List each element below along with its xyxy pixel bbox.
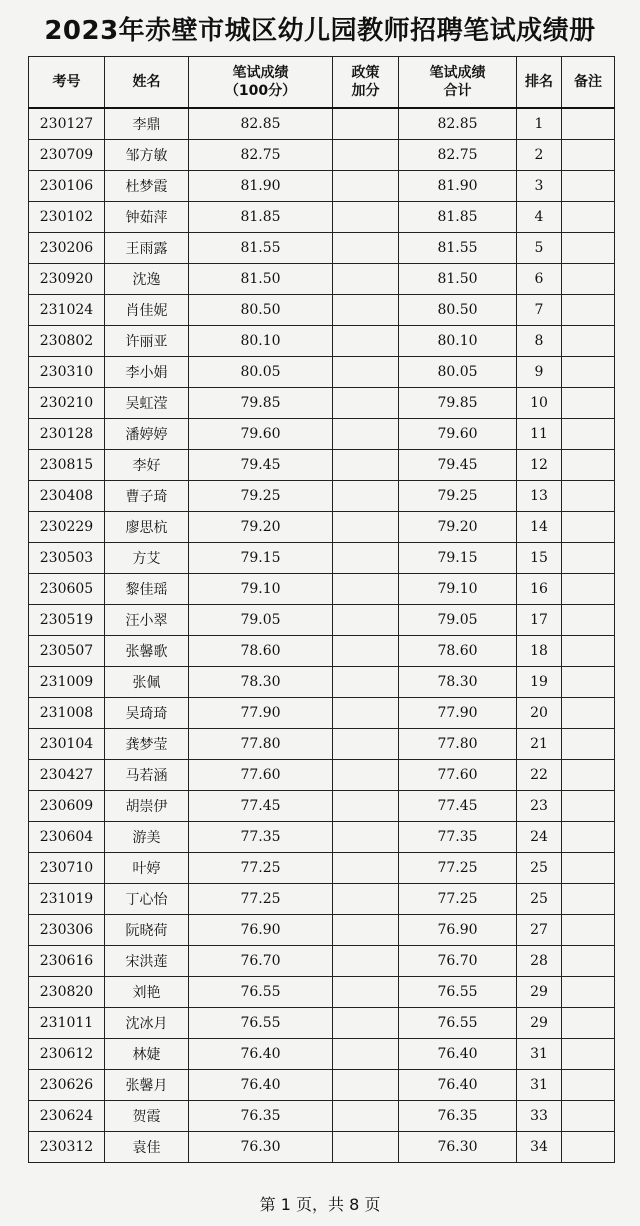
cell-exam-no: 230128: [29, 419, 105, 450]
cell-rank: 10: [517, 388, 562, 419]
cell-bonus: [333, 171, 399, 202]
header-score-line2: （100分）: [224, 83, 297, 99]
cell-rank: 1: [517, 108, 562, 140]
cell-note: [562, 946, 615, 977]
cell-rank: 19: [517, 667, 562, 698]
cell-name: 袁佳: [105, 1132, 189, 1163]
cell-score: 78.60: [189, 636, 333, 667]
cell-rank: 13: [517, 481, 562, 512]
table-row: [29, 357, 615, 388]
cell-total: 79.25: [399, 481, 517, 512]
cell-name: 李小娟: [105, 357, 189, 388]
cell-note: [562, 388, 615, 419]
cell-exam-no: 230427: [29, 760, 105, 791]
cell-rank: 18: [517, 636, 562, 667]
cell-total: 76.90: [399, 915, 517, 946]
header-total-line2: 合计: [443, 83, 472, 99]
cell-note: [562, 1039, 615, 1070]
cell-exam-no: 231011: [29, 1008, 105, 1039]
table-row: [29, 1008, 615, 1039]
cell-exam-no: 230604: [29, 822, 105, 853]
cell-bonus: [333, 605, 399, 636]
cell-note: [562, 636, 615, 667]
table-row: [29, 108, 615, 140]
table-row: [29, 853, 615, 884]
cell-exam-no: 230206: [29, 233, 105, 264]
cell-name: 吴虹滢: [105, 388, 189, 419]
cell-total: 79.20: [399, 512, 517, 543]
cell-score: 79.85: [189, 388, 333, 419]
cell-score: 81.90: [189, 171, 333, 202]
cell-rank: 21: [517, 729, 562, 760]
cell-name: 吴琦琦: [105, 698, 189, 729]
cell-bonus: [333, 1132, 399, 1163]
cell-name: 李好: [105, 450, 189, 481]
cell-note: [562, 450, 615, 481]
cell-bonus: [333, 884, 399, 915]
cell-exam-no: 230605: [29, 574, 105, 605]
cell-exam-no: 230306: [29, 915, 105, 946]
table-row: [29, 264, 615, 295]
cell-note: [562, 729, 615, 760]
cell-note: [562, 1101, 615, 1132]
cell-bonus: [333, 140, 399, 171]
cell-score: 82.75: [189, 140, 333, 171]
cell-rank: 17: [517, 605, 562, 636]
cell-note: [562, 202, 615, 233]
cell-name: 游美: [105, 822, 189, 853]
cell-note: [562, 1132, 615, 1163]
cell-rank: 12: [517, 450, 562, 481]
cell-rank: 11: [517, 419, 562, 450]
cell-note: [562, 357, 615, 388]
cell-total: 76.40: [399, 1039, 517, 1070]
cell-score: 77.60: [189, 760, 333, 791]
cell-note: [562, 1070, 615, 1101]
cell-name: 王雨露: [105, 233, 189, 264]
cell-total: 80.50: [399, 295, 517, 326]
cell-note: [562, 171, 615, 202]
cell-score: 77.25: [189, 853, 333, 884]
header-bonus-line2: 加分: [351, 83, 380, 99]
cell-note: [562, 698, 615, 729]
cell-score: 77.90: [189, 698, 333, 729]
table-row: [29, 1039, 615, 1070]
table-row: [29, 295, 615, 326]
cell-note: [562, 853, 615, 884]
cell-score: 78.30: [189, 667, 333, 698]
cell-bonus: [333, 574, 399, 605]
cell-note: [562, 574, 615, 605]
score-table: [28, 56, 615, 1163]
cell-bonus: [333, 1008, 399, 1039]
cell-rank: 33: [517, 1101, 562, 1132]
cell-rank: 27: [517, 915, 562, 946]
cell-name: 阮晓荷: [105, 915, 189, 946]
cell-note: [562, 1008, 615, 1039]
cell-bonus: [333, 698, 399, 729]
cell-score: 80.05: [189, 357, 333, 388]
cell-bonus: [333, 543, 399, 574]
cell-score: 79.10: [189, 574, 333, 605]
cell-total: 76.55: [399, 977, 517, 1008]
cell-exam-no: 230820: [29, 977, 105, 1008]
cell-exam-no: 231024: [29, 295, 105, 326]
cell-name: 马若涵: [105, 760, 189, 791]
table-row: [29, 977, 615, 1008]
cell-bonus: [333, 357, 399, 388]
table-row: [29, 605, 615, 636]
cell-bonus: [333, 946, 399, 977]
cell-total: 77.35: [399, 822, 517, 853]
cell-exam-no: 230102: [29, 202, 105, 233]
header-note: 备注: [562, 57, 615, 109]
cell-bonus: [333, 791, 399, 822]
table-row: [29, 791, 615, 822]
cell-rank: 22: [517, 760, 562, 791]
cell-note: [562, 543, 615, 574]
cell-exam-no: 230612: [29, 1039, 105, 1070]
cell-rank: 29: [517, 1008, 562, 1039]
cell-exam-no: 230507: [29, 636, 105, 667]
cell-note: [562, 915, 615, 946]
cell-total: 78.60: [399, 636, 517, 667]
cell-bonus: [333, 233, 399, 264]
cell-rank: 34: [517, 1132, 562, 1163]
cell-name: 曹子琦: [105, 481, 189, 512]
cell-exam-no: 231009: [29, 667, 105, 698]
table-row: [29, 636, 615, 667]
cell-score: 76.70: [189, 946, 333, 977]
cell-name: 胡崇伊: [105, 791, 189, 822]
cell-rank: 15: [517, 543, 562, 574]
cell-rank: 16: [517, 574, 562, 605]
cell-name: 张馨歌: [105, 636, 189, 667]
cell-rank: 8: [517, 326, 562, 357]
table-row: [29, 543, 615, 574]
cell-note: [562, 295, 615, 326]
cell-score: 76.55: [189, 977, 333, 1008]
table-row: [29, 450, 615, 481]
table-row: [29, 884, 615, 915]
table-row: [29, 667, 615, 698]
cell-note: [562, 605, 615, 636]
cell-exam-no: 230503: [29, 543, 105, 574]
cell-total: 79.05: [399, 605, 517, 636]
cell-total: 77.45: [399, 791, 517, 822]
cell-score: 79.60: [189, 419, 333, 450]
cell-total: 81.85: [399, 202, 517, 233]
cell-note: [562, 667, 615, 698]
cell-note: [562, 791, 615, 822]
cell-name: 丁心怡: [105, 884, 189, 915]
header-total-line1: 笔试成绩: [429, 65, 486, 81]
cell-rank: 20: [517, 698, 562, 729]
cell-name: 钟茹萍: [105, 202, 189, 233]
cell-score: 76.55: [189, 1008, 333, 1039]
cell-name: 李鼎: [105, 108, 189, 140]
cell-total: 77.25: [399, 853, 517, 884]
cell-note: [562, 326, 615, 357]
table-row: [29, 1132, 615, 1163]
table-row: [29, 1101, 615, 1132]
cell-total: 77.90: [399, 698, 517, 729]
cell-note: [562, 264, 615, 295]
cell-score: 81.50: [189, 264, 333, 295]
table-body: [29, 108, 615, 1163]
cell-exam-no: 230519: [29, 605, 105, 636]
cell-bonus: [333, 822, 399, 853]
cell-name: 叶婷: [105, 853, 189, 884]
cell-note: [562, 481, 615, 512]
cell-name: 宋洪莲: [105, 946, 189, 977]
cell-bonus: [333, 326, 399, 357]
cell-total: 81.55: [399, 233, 517, 264]
cell-bonus: [333, 977, 399, 1008]
cell-name: 刘艳: [105, 977, 189, 1008]
cell-total: 79.10: [399, 574, 517, 605]
cell-score: 76.35: [189, 1101, 333, 1132]
cell-rank: 31: [517, 1070, 562, 1101]
cell-rank: 29: [517, 977, 562, 1008]
cell-total: 77.25: [399, 884, 517, 915]
cell-rank: 3: [517, 171, 562, 202]
cell-bonus: [333, 419, 399, 450]
cell-score: 79.15: [189, 543, 333, 574]
cell-score: 76.40: [189, 1039, 333, 1070]
cell-score: 79.05: [189, 605, 333, 636]
table-row: [29, 760, 615, 791]
cell-total: 76.55: [399, 1008, 517, 1039]
cell-rank: 6: [517, 264, 562, 295]
cell-bonus: [333, 450, 399, 481]
table-row: [29, 202, 615, 233]
cell-exam-no: 230609: [29, 791, 105, 822]
cell-note: [562, 760, 615, 791]
cell-note: [562, 822, 615, 853]
cell-note: [562, 977, 615, 1008]
cell-score: 79.20: [189, 512, 333, 543]
cell-exam-no: 230624: [29, 1101, 105, 1132]
cell-rank: 25: [517, 884, 562, 915]
header-exam-no: 考号: [29, 57, 105, 109]
table-row: [29, 233, 615, 264]
cell-total: 79.15: [399, 543, 517, 574]
cell-score: 81.85: [189, 202, 333, 233]
cell-note: [562, 512, 615, 543]
cell-note: [562, 233, 615, 264]
cell-score: 80.10: [189, 326, 333, 357]
cell-total: 76.35: [399, 1101, 517, 1132]
table-row: [29, 419, 615, 450]
cell-note: [562, 419, 615, 450]
cell-bonus: [333, 729, 399, 760]
cell-total: 82.75: [399, 140, 517, 171]
cell-exam-no: 230127: [29, 108, 105, 140]
table-row: [29, 171, 615, 202]
table-row: [29, 481, 615, 512]
cell-exam-no: 230229: [29, 512, 105, 543]
cell-exam-no: 230104: [29, 729, 105, 760]
header-score-line1: 笔试成绩: [232, 65, 289, 81]
cell-note: [562, 884, 615, 915]
cell-score: 79.45: [189, 450, 333, 481]
cell-exam-no: 231008: [29, 698, 105, 729]
cell-rank: 2: [517, 140, 562, 171]
header-score: [189, 57, 333, 109]
cell-bonus: [333, 915, 399, 946]
table-row: [29, 698, 615, 729]
table-row: [29, 574, 615, 605]
header-name: 姓名: [105, 57, 189, 109]
cell-total: 78.30: [399, 667, 517, 698]
cell-total: 77.60: [399, 760, 517, 791]
cell-name: 廖思杭: [105, 512, 189, 543]
cell-exam-no: 230616: [29, 946, 105, 977]
cell-total: 77.80: [399, 729, 517, 760]
cell-name: 沈冰月: [105, 1008, 189, 1039]
cell-rank: 25: [517, 853, 562, 884]
header-bonus: [333, 57, 399, 109]
cell-total: 79.45: [399, 450, 517, 481]
cell-exam-no: 230408: [29, 481, 105, 512]
cell-score: 76.30: [189, 1132, 333, 1163]
cell-total: 81.90: [399, 171, 517, 202]
cell-bonus: [333, 264, 399, 295]
table-row: [29, 140, 615, 171]
table-row: [29, 388, 615, 419]
cell-bonus: [333, 108, 399, 140]
cell-rank: 4: [517, 202, 562, 233]
cell-score: 80.50: [189, 295, 333, 326]
cell-bonus: [333, 202, 399, 233]
cell-rank: 5: [517, 233, 562, 264]
cell-total: 79.85: [399, 388, 517, 419]
cell-exam-no: 230710: [29, 853, 105, 884]
header-total: [399, 57, 517, 109]
cell-name: 方艾: [105, 543, 189, 574]
cell-score: 79.25: [189, 481, 333, 512]
cell-bonus: [333, 636, 399, 667]
cell-score: 82.85: [189, 108, 333, 140]
cell-name: 张佩: [105, 667, 189, 698]
cell-bonus: [333, 1101, 399, 1132]
cell-name: 许丽亚: [105, 326, 189, 357]
cell-bonus: [333, 853, 399, 884]
cell-total: 79.60: [399, 419, 517, 450]
cell-name: 汪小翠: [105, 605, 189, 636]
cell-rank: 24: [517, 822, 562, 853]
cell-rank: 28: [517, 946, 562, 977]
cell-score: 77.45: [189, 791, 333, 822]
cell-name: 黎佳瑶: [105, 574, 189, 605]
page-title: 2023年赤壁市城区幼儿园教师招聘笔试成绩册: [44, 16, 596, 46]
cell-rank: 23: [517, 791, 562, 822]
cell-bonus: [333, 388, 399, 419]
table-row: [29, 512, 615, 543]
cell-name: 潘婷婷: [105, 419, 189, 450]
cell-total: 80.05: [399, 357, 517, 388]
cell-total: 80.10: [399, 326, 517, 357]
table-row: [29, 946, 615, 977]
cell-bonus: [333, 1070, 399, 1101]
cell-name: 杜梦霞: [105, 171, 189, 202]
cell-note: [562, 140, 615, 171]
cell-name: 龚梦莹: [105, 729, 189, 760]
cell-total: 76.70: [399, 946, 517, 977]
cell-rank: 9: [517, 357, 562, 388]
table-row: [29, 915, 615, 946]
cell-score: 76.40: [189, 1070, 333, 1101]
cell-exam-no: 231019: [29, 884, 105, 915]
table-row: [29, 326, 615, 357]
cell-name: 张馨月: [105, 1070, 189, 1101]
cell-total: 76.40: [399, 1070, 517, 1101]
cell-bonus: [333, 295, 399, 326]
cell-score: 81.55: [189, 233, 333, 264]
cell-name: 沈逸: [105, 264, 189, 295]
cell-exam-no: 230626: [29, 1070, 105, 1101]
header-rank: 排名: [517, 57, 562, 109]
cell-rank: 14: [517, 512, 562, 543]
cell-bonus: [333, 512, 399, 543]
cell-bonus: [333, 481, 399, 512]
cell-note: [562, 108, 615, 140]
page-footer: 第 1 页，共 8 页: [259, 1195, 381, 1214]
cell-score: 76.90: [189, 915, 333, 946]
cell-score: 77.35: [189, 822, 333, 853]
cell-total: 81.50: [399, 264, 517, 295]
cell-name: 肖佳妮: [105, 295, 189, 326]
cell-total: 82.85: [399, 108, 517, 140]
cell-total: 76.30: [399, 1132, 517, 1163]
cell-name: 林婕: [105, 1039, 189, 1070]
table-header: [29, 57, 615, 109]
cell-exam-no: 230312: [29, 1132, 105, 1163]
cell-exam-no: 230210: [29, 388, 105, 419]
cell-name: 贺霞: [105, 1101, 189, 1132]
cell-bonus: [333, 760, 399, 791]
cell-exam-no: 230920: [29, 264, 105, 295]
table-row: [29, 729, 615, 760]
cell-exam-no: 230709: [29, 140, 105, 171]
cell-exam-no: 230310: [29, 357, 105, 388]
cell-rank: 7: [517, 295, 562, 326]
cell-bonus: [333, 1039, 399, 1070]
cell-score: 77.80: [189, 729, 333, 760]
table-row: [29, 822, 615, 853]
cell-bonus: [333, 667, 399, 698]
cell-score: 77.25: [189, 884, 333, 915]
cell-rank: 31: [517, 1039, 562, 1070]
cell-exam-no: 230802: [29, 326, 105, 357]
cell-exam-no: 230106: [29, 171, 105, 202]
cell-name: 邹方敏: [105, 140, 189, 171]
header-bonus-line1: 政策: [351, 65, 380, 81]
table-row: [29, 1070, 615, 1101]
cell-exam-no: 230815: [29, 450, 105, 481]
